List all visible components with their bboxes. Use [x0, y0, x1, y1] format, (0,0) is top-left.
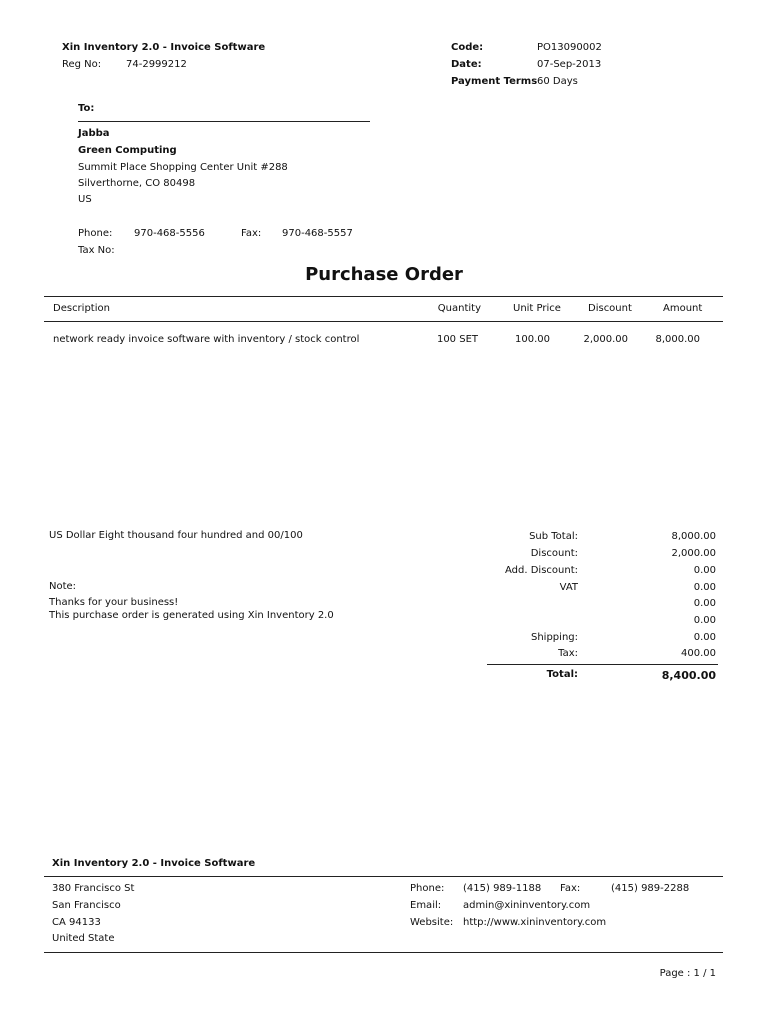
- footer-website-value: http://www.xininventory.com: [463, 917, 607, 928]
- vat-value: 0.00: [693, 582, 716, 593]
- footer-fax-value: (415) 989-2288: [611, 883, 690, 894]
- shipping-value: 0.00: [693, 632, 716, 643]
- to-divider: [78, 121, 370, 122]
- subtotal-label: Sub Total:: [529, 531, 578, 542]
- code-label: Code:: [451, 42, 484, 53]
- totals-rule: [487, 664, 718, 665]
- vat-label: VAT: [559, 582, 578, 593]
- to-country: US: [78, 194, 92, 205]
- footer-email-value: admin@xininventory.com: [463, 900, 591, 911]
- footer-bottom-rule: [44, 952, 723, 953]
- note-label: Note:: [49, 581, 77, 592]
- extra-charge-1-value: 0.00: [693, 598, 716, 609]
- column-header-unit-price: Unit Price: [513, 303, 561, 314]
- note-line-1: Thanks for your business!: [49, 597, 179, 608]
- tax-value: 400.00: [681, 648, 716, 659]
- discount-value: 2,000.00: [671, 548, 716, 559]
- footer-address-line4: United State: [52, 933, 115, 944]
- tax-label: Tax:: [558, 648, 578, 659]
- column-header-description: Description: [53, 303, 110, 314]
- column-header-discount: Discount: [588, 303, 632, 314]
- date-value: 07-Sep-2013: [537, 59, 602, 70]
- to-phone-label: Phone:: [78, 228, 113, 239]
- row-description: network ready invoice software with inventory / stock control: [53, 334, 360, 345]
- row-quantity: 100 SET: [436, 334, 478, 345]
- amount-in-words: US Dollar Eight thousand four hundred and 00/100: [49, 530, 303, 541]
- extra-charge-2-value: 0.00: [693, 615, 716, 626]
- to-phone-value: 970-468-5556: [134, 228, 205, 239]
- to-label: To:: [78, 103, 95, 114]
- reg-no-value: 74-2999212: [126, 59, 187, 70]
- row-discount: 2,000.00: [583, 334, 628, 345]
- footer-company-name: Xin Inventory 2.0 - Invoice Software: [52, 858, 256, 869]
- payment-terms-label: Payment Terms: [451, 76, 538, 87]
- column-header-amount: Amount: [663, 303, 703, 314]
- company-name: Xin Inventory 2.0 - Invoice Software: [62, 42, 266, 53]
- date-label: Date:: [451, 59, 482, 70]
- footer-top-rule: [44, 876, 723, 877]
- footer-email-label: Email:: [410, 900, 442, 911]
- to-name: Jabba: [78, 128, 110, 139]
- row-unit-price: 100.00: [515, 334, 550, 345]
- footer-phone-label: Phone:: [410, 883, 445, 894]
- total-label: Total:: [546, 669, 578, 680]
- payment-terms-value: 60 Days: [537, 76, 578, 87]
- footer-address-line2: San Francisco: [52, 900, 121, 911]
- to-address-line2: Silverthorne, CO 80498: [78, 178, 196, 189]
- reg-no-label: Reg No:: [62, 59, 102, 70]
- page-number: Page : 1 / 1: [659, 968, 716, 979]
- shipping-label: Shipping:: [531, 632, 578, 643]
- to-tax-no-label: Tax No:: [78, 245, 115, 256]
- footer-fax-label: Fax:: [560, 883, 581, 894]
- page-title: Purchase Order: [305, 264, 463, 285]
- footer-address-line3: CA 94133: [52, 917, 101, 928]
- to-company: Green Computing: [78, 145, 177, 156]
- footer-address-line1: 380 Francisco St: [52, 883, 135, 894]
- subtotal-value: 8,000.00: [671, 531, 716, 542]
- add-discount-value: 0.00: [693, 565, 716, 576]
- to-fax-label: Fax:: [241, 228, 262, 239]
- to-fax-value: 970-468-5557: [282, 228, 353, 239]
- total-value: 8,400.00: [661, 669, 716, 682]
- table-header-rule: [44, 321, 723, 322]
- to-address-line1: Summit Place Shopping Center Unit #288: [78, 162, 288, 173]
- footer-website-label: Website:: [410, 917, 454, 928]
- table-top-rule: [44, 296, 723, 297]
- discount-label: Discount:: [530, 548, 578, 559]
- footer-phone-value: (415) 989-1188: [463, 883, 542, 894]
- add-discount-label: Add. Discount:: [505, 565, 578, 576]
- note-line-2: This purchase order is generated using Xin Inventory 2.0: [49, 610, 334, 621]
- column-header-quantity: Quantity: [437, 303, 481, 314]
- code-value: PO13090002: [537, 42, 602, 53]
- row-amount: 8,000.00: [655, 334, 700, 345]
